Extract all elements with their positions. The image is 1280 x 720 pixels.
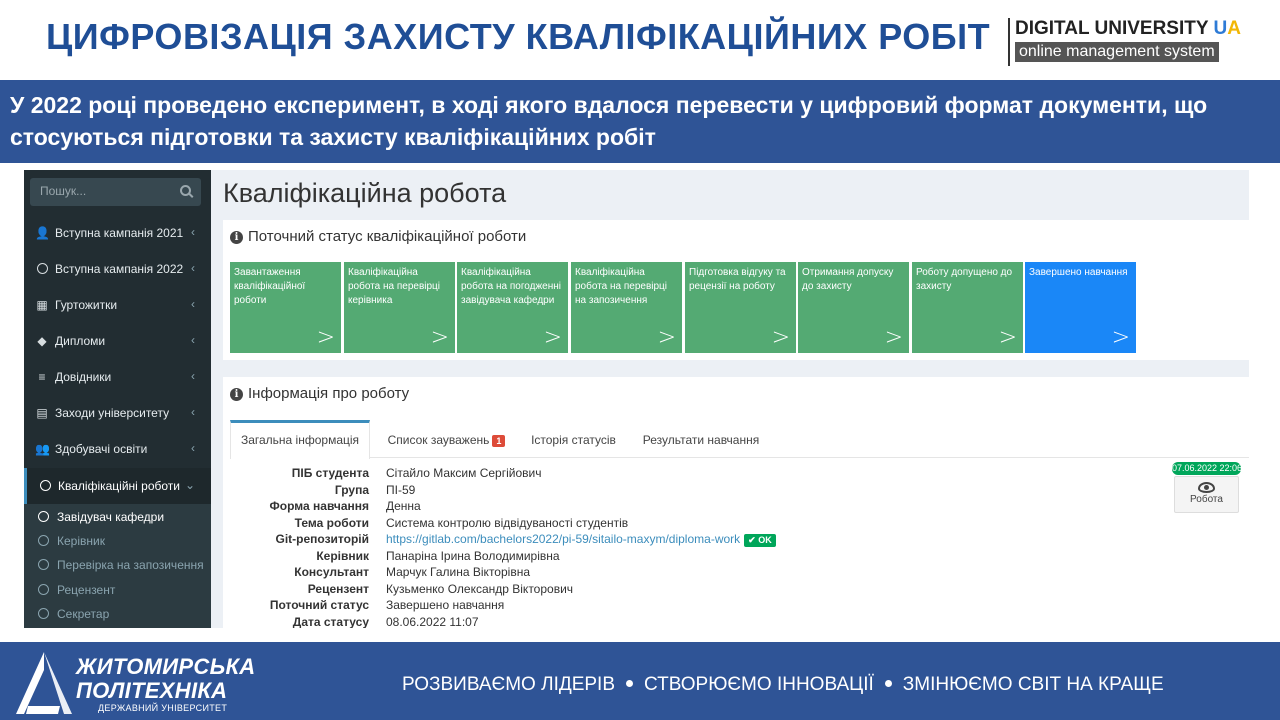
field-row: Git-репозиторій https://gitlab.com/bachelors2022/pi-59/sitailo-maxym/diploma-work ✔ OK <box>223 532 983 548</box>
field-row: Рецензент Кузьменко Олександр Вікторович <box>307 582 574 596</box>
search-input[interactable] <box>30 178 201 206</box>
circle-icon <box>35 263 49 276</box>
chevron-down-icon: ⌄ <box>184 478 195 492</box>
bullet-dot <box>885 680 892 687</box>
logo-main-text: DIGITAL UNIVERSITY <box>1015 18 1209 39</box>
tab-general-info[interactable]: Загальна інформація <box>230 420 370 459</box>
chevron-right-icon: > <box>316 325 335 350</box>
circle-icon <box>38 535 49 546</box>
chevron-left-icon: ‹ <box>191 333 195 347</box>
sidebar-item-admission-2021[interactable] <box>24 215 211 251</box>
field-row: Група ПІ-59 <box>334 483 416 497</box>
repo-ok-badge: ✔ OK <box>744 534 776 547</box>
sidebar-item-label: Гуртожитки <box>55 298 118 312</box>
slogan-part: СТВОРЮЄМО ІННОВАЦІЇ <box>644 674 874 695</box>
footer <box>0 642 1280 720</box>
tab-bar <box>230 420 1249 458</box>
status-tile[interactable]: Підготовка відгуку та рецензії на роботу > <box>685 262 796 353</box>
submenu-item-label: Перевірка на запозичення <box>57 558 204 572</box>
field-row: ПІБ студента Сітайло Максим Сергійович <box>291 466 542 480</box>
sidebar-item-qualification-works[interactable] <box>24 468 211 504</box>
info-box <box>223 377 1249 628</box>
chevron-left-icon: ‹ <box>191 405 195 419</box>
university-logo <box>14 650 256 716</box>
status-tile[interactable]: Завантаження кваліфікаційної роботи > <box>230 262 341 353</box>
remarks-count-badge: 1 <box>492 435 505 447</box>
slogan-part: ЗМІНЮЄМО СВІТ НА КРАЩЕ <box>902 674 1164 695</box>
status-tile[interactable]: Кваліфікаційна робота на перевірці на запозичення > <box>571 262 682 353</box>
sidebar-item-admission-2022[interactable] <box>24 251 211 287</box>
sidebar-item-label: Заходи університету <box>55 406 170 420</box>
search-icon[interactable] <box>180 185 191 196</box>
sidebar-item-diplomas[interactable] <box>24 323 211 359</box>
chevron-right-icon: > <box>543 325 562 350</box>
field-row: Дата статусу 08.06.2022 11:07 <box>292 615 479 628</box>
status-box-title: i Поточний статус кваліфікаційної роботи <box>230 228 526 245</box>
circle-icon <box>38 511 49 522</box>
sidebar-item-label: Вступна кампанія 2021 <box>55 226 184 240</box>
submenu-item-label: Секретар <box>57 607 110 621</box>
field-row: Консультант Марчук Галина Вікторівна <box>294 565 530 579</box>
submenu-item-supervisor[interactable] <box>24 529 211 553</box>
submenu-item-head-of-department[interactable] <box>24 505 211 529</box>
status-tile[interactable]: Кваліфікаційна робота на перевірці керівника > <box>344 262 455 353</box>
submenu-item-label: Завідувач кафедри <box>57 510 165 524</box>
status-tile[interactable]: Роботу допущено до захисту > <box>912 262 1023 353</box>
sidebar-item-label: Вступна кампанія 2022 <box>55 262 184 276</box>
field-row: Поточний статус Завершено навчання <box>269 598 505 612</box>
page-title: Кваліфікаційна робота <box>223 178 507 208</box>
submenu-item-secretary[interactable] <box>24 602 211 626</box>
sidebar-item-events[interactable] <box>24 395 211 431</box>
tab-learning-results[interactable]: Результати навчання <box>642 433 760 447</box>
info-icon: i <box>230 231 243 244</box>
submenu-item-label: Рецензент <box>57 583 116 597</box>
search-placeholder: Пошук... <box>40 184 87 198</box>
status-tile[interactable]: Отримання допуску до захисту > <box>798 262 909 353</box>
circle-icon <box>38 480 52 493</box>
slogan <box>402 674 1164 696</box>
chevron-left-icon: ‹ <box>191 225 195 239</box>
slogan-part: РОЗВИВАЄМО ЛІДЕРІВ <box>402 674 616 695</box>
chevron-right-icon: > <box>1111 325 1130 350</box>
circle-icon <box>38 608 49 619</box>
status-tile[interactable]: Кваліфікаційна робота на погодженні завідувача кафедри > <box>457 262 568 353</box>
chevron-left-icon: ‹ <box>191 441 195 455</box>
university-name-line2: ПОЛІТЕХНІКА <box>76 678 228 703</box>
chevron-right-icon: > <box>771 325 790 350</box>
calendar-icon: ▤ <box>36 406 48 420</box>
tab-remarks[interactable]: Список зауважень 1 <box>379 420 514 458</box>
sidebar-item-students[interactable] <box>24 431 211 467</box>
view-work-button[interactable] <box>1174 476 1239 513</box>
submenu <box>24 504 211 628</box>
view-work-label: Робота <box>1190 494 1223 505</box>
user-plus-icon: 👤 <box>35 226 50 240</box>
chevron-right-icon: > <box>657 325 676 350</box>
submenu-item-reviewer[interactable] <box>24 578 211 602</box>
graduation-cap-icon: ◆ <box>37 334 47 348</box>
logo-u: U <box>1213 18 1228 39</box>
chevron-right-icon: > <box>998 325 1017 350</box>
chevron-left-icon: ‹ <box>191 297 195 311</box>
university-name-line1: ЖИТОМИРСЬКА <box>76 654 256 679</box>
sidebar-item-label: Кваліфікаційні роботи <box>58 479 180 493</box>
logo-subtitle: online management system <box>1015 42 1219 62</box>
eye-icon <box>1198 482 1215 493</box>
database-icon: ≡ <box>38 370 46 384</box>
chevron-left-icon: ‹ <box>191 369 195 383</box>
field-row: Керівник Панаріна Ірина Володимирівна <box>316 549 560 563</box>
chevron-right-icon: > <box>430 325 449 350</box>
chevron-right-icon: > <box>884 325 903 350</box>
info-icon: i <box>230 388 243 401</box>
upload-date-badge: 07.06.2022 22:06 <box>1172 463 1243 473</box>
university-subtitle: ДЕРЖАВНИЙ УНІВЕРСИТЕТ <box>98 703 228 713</box>
sidebar-item-references[interactable] <box>24 359 211 395</box>
slide-title: ЦИФРОВІЗАЦІЯ ЗАХИСТУ КВАЛІФІКАЦІЙНИХ РОБІТ <box>46 16 991 57</box>
submenu-item-label: Керівник <box>57 534 105 548</box>
chevron-left-icon: ‹ <box>191 261 195 275</box>
logo-a: A <box>1227 18 1241 39</box>
building-icon: ▦ <box>36 298 48 312</box>
submenu-item-plagiarism-check[interactable] <box>24 553 211 577</box>
circle-icon <box>38 584 49 595</box>
sidebar-item-label: Здобувачі освіти <box>55 442 148 456</box>
field-row: Тема роботи Система контролю відвідуваності студентів <box>294 516 629 530</box>
intro-banner: У 2022 році проведено експеримент, в ході якого вдалося перевести у цифровий формат документи, що стосуються підготовки та захисту кваліфікаційних робіт <box>0 80 1280 163</box>
status-tile-current[interactable]: Завершено навчання > <box>1025 262 1136 353</box>
git-repo-link[interactable]: https://gitlab.com/bachelors2022/pi-59/sitailo-maxym/diploma-work <box>386 532 741 546</box>
polytechnic-emblem-icon <box>14 650 74 716</box>
status-box <box>223 220 1249 360</box>
app-screenshot <box>24 170 1249 628</box>
users-icon: 👥 <box>35 442 50 456</box>
info-box-title: i Інформація про роботу <box>230 385 409 402</box>
circle-icon <box>38 559 49 570</box>
sidebar-item-label: Дипломи <box>55 334 106 348</box>
sidebar <box>24 170 211 628</box>
sidebar-item-label: Довідники <box>55 370 112 384</box>
tab-status-history[interactable]: Історія статусів <box>531 433 616 447</box>
field-row: Форма навчання Денна <box>269 499 421 513</box>
digital-university-logo <box>1008 18 1262 66</box>
bullet-dot <box>626 680 633 687</box>
sidebar-item-dormitories[interactable] <box>24 287 211 323</box>
